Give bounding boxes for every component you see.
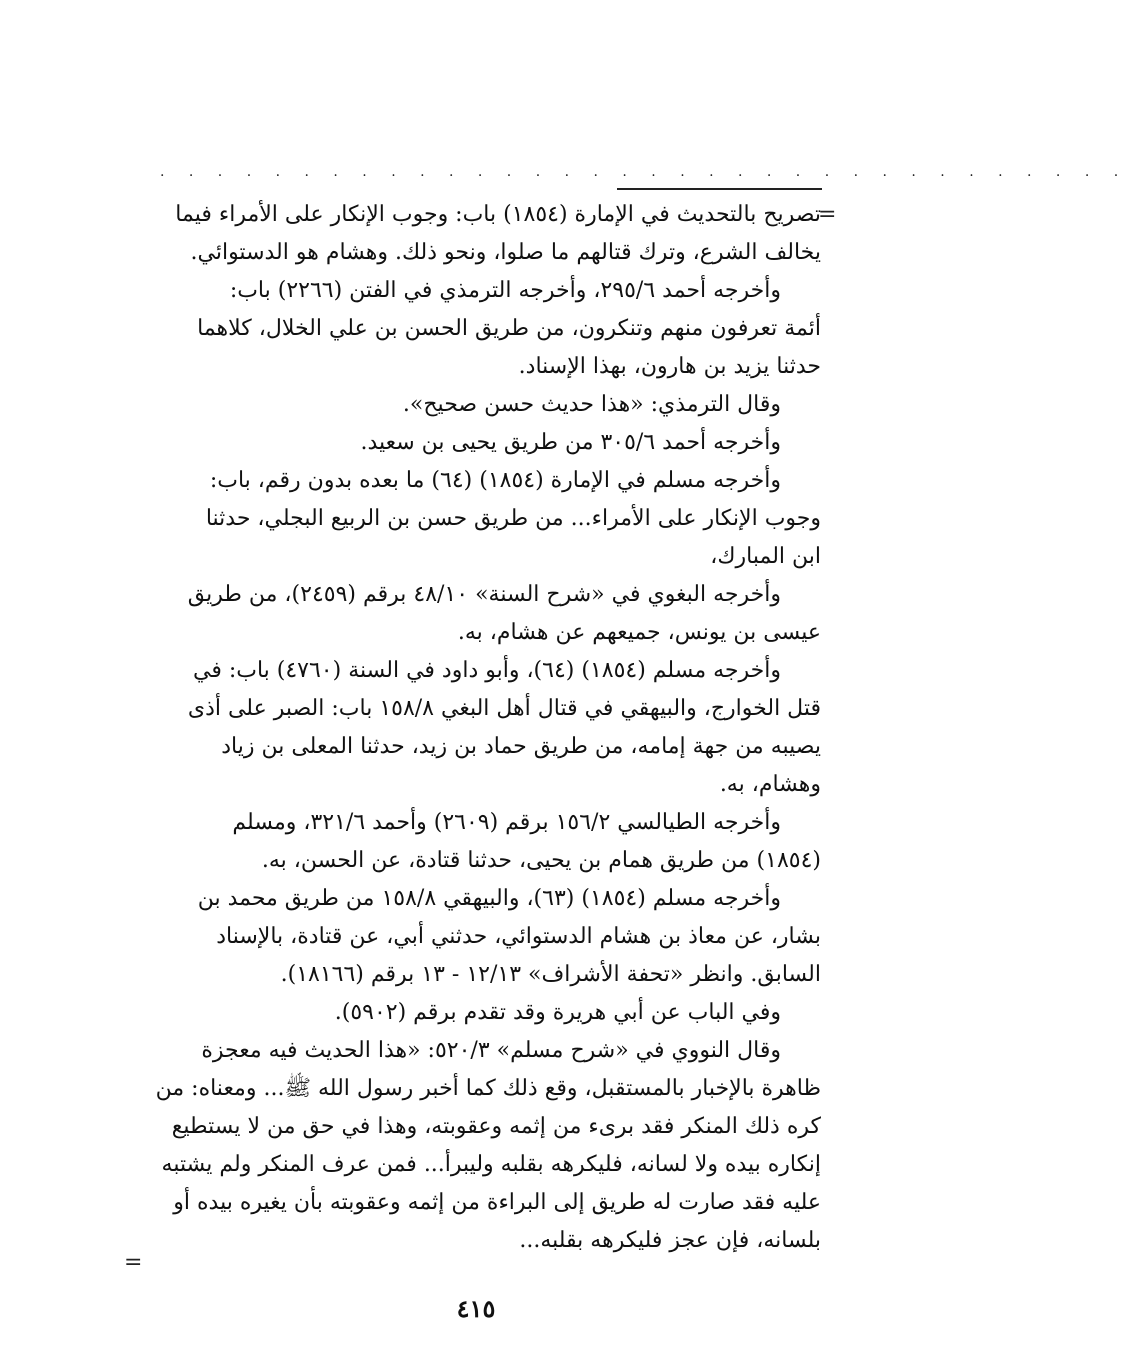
text-line: ابن المبارك، — [710, 544, 821, 569]
text-line: وأخرجه البغوي في «شرح السنة» ٤٨/١٠ برقم (٢٤٥٩)، من طريق — [187, 582, 781, 607]
text-line: عليه فقد صارت له طريق إلى البراءة من إثمه وعقوبته بأن يغيره بيده أو — [173, 1190, 821, 1215]
text-line: وقال الترمذي: «هذا حديث حسن صحيح». — [402, 392, 781, 417]
text-line: وأخرجه مسلم (١٨٥٤) (٦٤)، وأبو داود في السنة (٤٧٦٠) باب: في — [192, 658, 781, 683]
continuation-mark-top: = — [818, 202, 837, 227]
continuation-mark-bottom: = — [124, 1250, 143, 1275]
footnote-text — [133, 196, 821, 1260]
text-line: وفي الباب عن أبي هريرة وقد تقدم برقم (٥٩٠٢). — [334, 1000, 781, 1025]
text-line: بلسانه، فإن عجز فليكرهه بقلبه... — [519, 1228, 821, 1253]
text-line: بشار، عن معاذ بن هشام الدستوائي، حدثني أبي، عن قتادة، بالإسناد — [216, 924, 821, 949]
text-line: تصريح بالتحديث في الإمارة (١٨٥٤) باب: وجوب الإنكار على الأمراء فيما — [175, 202, 821, 227]
text-line: وأخرجه مسلم (١٨٥٤) (٦٣)، والبيهقي ١٥٨/٨ من طريق محمد بن — [197, 886, 781, 911]
text-line: وأخرجه أحمد ٣٠٥/٦ من طريق يحيى بن سعيد. — [360, 430, 781, 455]
footnote-rule — [617, 188, 822, 190]
text-line: وأخرجه الطيالسي ١٥٦/٢ برقم (٢٦٠٩) وأحمد ٣٢١/٦، ومسلم — [232, 810, 781, 835]
text-line: ظاهرة بالإخبار بالمستقبل، وقع ذلك كما أخبر رسول الله ﷺ... ومعناه: من — [155, 1076, 821, 1101]
footnote-separator-dots: . . . . . . . . . . . . . . . . . . . . . . . . . . . . . . . . . . — [160, 164, 1128, 180]
text-line: إنكاره بيده ولا لسانه، فليكرهه بقلبه وليبرأ... فمن عرف المنكر ولم يشتبه — [161, 1152, 821, 1177]
text-line: يخالف الشرع، وترك قتالهم ما صلوا، ونحو ذلك. وهشام هو الدستوائي. — [190, 240, 821, 265]
text-line: وقال النووي في «شرح مسلم» ٥٢٠/٣: «هذا الحديث فيه معجزة — [201, 1038, 781, 1063]
text-line: وأخرجه أحمد ٢٩٥/٦، وأخرجه الترمذي في الفتن (٢٢٦٦) باب: — [229, 278, 781, 303]
page-number: ٤١٥ — [456, 1294, 496, 1323]
text-line: عيسى بن يونس، جميعهم عن هشام، به. — [457, 620, 821, 645]
text-line: حدثنا يزيد بن هارون، بهذا الإسناد. — [518, 354, 821, 379]
text-line: وجوب الإنكار على الأمراء... من طريق حسن بن الربيع البجلي، حدثنا — [205, 506, 821, 531]
text-line: وأخرجه مسلم في الإمارة (١٨٥٤) (٦٤) ما بعده بدون رقم، باب: — [209, 468, 781, 493]
text-line: السابق. وانظر «تحفة الأشراف» ١٢/١٣ - ١٣ برقم (١٨١٦٦). — [280, 962, 821, 987]
text-line: أئمة تعرفون منهم وتنكرون، من طريق الحسن بن علي الخلال، كلاهما — [197, 316, 821, 341]
text-line: يصيبه من جهة إمامه، من طريق حماد بن زيد، حدثنا المعلى بن زياد — [221, 734, 821, 759]
text-line: (١٨٥٤) من طريق همام بن يحيى، حدثنا قتادة، عن الحسن، به. — [261, 848, 821, 873]
text-line: قتل الخوارج، والبيهقي في قتال أهل البغي ١٥٨/٨ باب: الصبر على أذى — [187, 696, 821, 721]
text-line: كره ذلك المنكر فقد برىء من إثمه وعقوبته، وهذا في حق من لا يستطيع — [171, 1114, 821, 1139]
text-line: وهشام، به. — [719, 772, 821, 797]
